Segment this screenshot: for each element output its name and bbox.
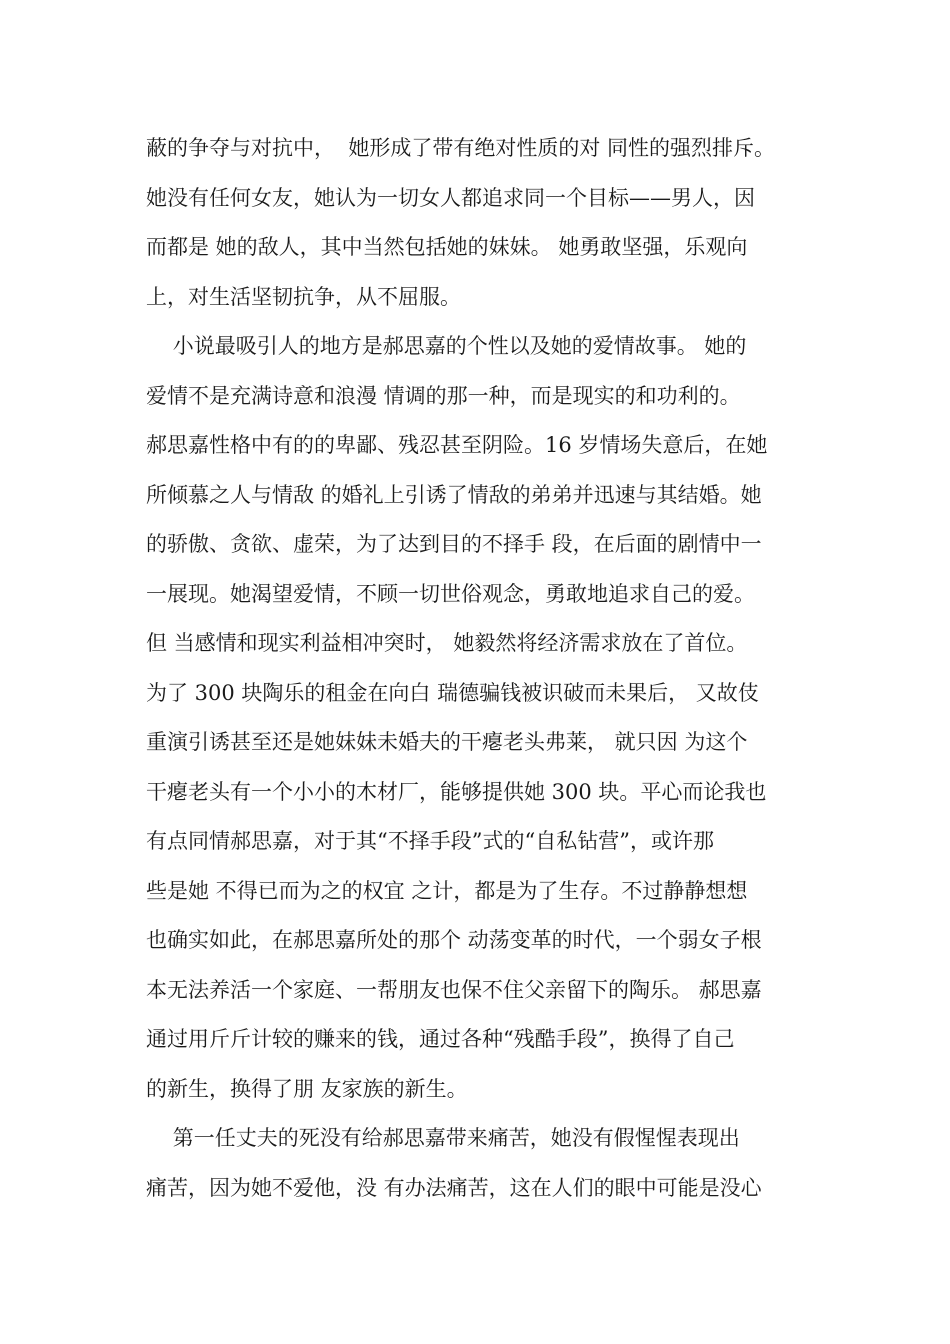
- text-line: 上，对生活坚韧抗争，从不屈服。: [146, 284, 461, 309]
- text-line: 但 当感情和现实利益相冲突时， 她毅然将经济需求放在了首位。: [146, 631, 748, 655]
- text-line: 通过用斤斤计较的赚来的钱，通过各种“残酷手段”，换得了自己: [146, 1027, 735, 1051]
- text-line: 而都是 她的敌人，其中当然包括她的妹妹。 她勇敢坚强，乐观向: [146, 235, 748, 259]
- text-line: 为了 300 块陶乐的租金在向白 瑞德骗钱被识破而未果后， 又故伎: [146, 680, 759, 705]
- text-line: 一展现。她渴望爱情，不顾一切世俗观念，勇敢地追求自己的爱。: [146, 581, 755, 606]
- body-text: [146, 124, 846, 1213]
- text-line: 的新生，换得了朋 友家族的新生。: [146, 1076, 468, 1101]
- text-line: 蔽的争夺与对抗中， 她形成了带有绝对性质的对 同性的强烈排斥。: [146, 136, 776, 160]
- text-line: 本无法养活一个家庭、一帮朋友也保不住父亲留下的陶乐。 郝思嘉: [146, 977, 762, 1002]
- text-line: 的骄傲、贪欲、虚荣，为了达到目的不择手 段，在后面的剧情中一: [146, 532, 762, 556]
- text-line: 第一任丈夫的死没有给郝思嘉带来痛苦，她没有假惺惺表现出: [146, 1126, 740, 1150]
- text-line: 有点同情郝思嘉，对于其“不择手段”式的“自私钻营”，或许那: [146, 829, 714, 853]
- text-line: 爱情不是充满诗意和浪漫 情调的那一种，而是现实的和功利的。: [146, 383, 741, 408]
- text-line: 也确实如此，在郝思嘉所处的那个 动荡变革的时代，一个弱女子根: [146, 928, 762, 952]
- text-line: 干瘪老头有一个小小的木材厂，能够提供她 300 块。平心而论我也: [146, 779, 767, 804]
- text-line: 些是她 不得已而为之的权宜 之计，都是为了生存。不过静静想想: [146, 878, 748, 903]
- text-line: 她没有任何女友，她认为一切女人都追求同一个目标——男人，因: [146, 185, 755, 210]
- text-line: 痛苦，因为她不爱他，没 有办法痛苦，这在人们的眼中可能是没心: [146, 1175, 762, 1200]
- text-line: 重演引诱甚至还是她妹妹未婚夫的干瘪老头弗莱， 就只因 为这个: [146, 730, 748, 754]
- text-line: 小说最吸引人的地方是郝思嘉的个性以及她的爱情故事。 她的: [146, 334, 747, 358]
- text-line: 郝思嘉性格中有的的卑鄙、残忍甚至阴险。16 岁情场失意后，在她: [146, 433, 768, 457]
- text-line: 所倾慕之人与情敌 的婚礼上引诱了情敌的弟弟并迅速与其结婚。她: [146, 482, 762, 507]
